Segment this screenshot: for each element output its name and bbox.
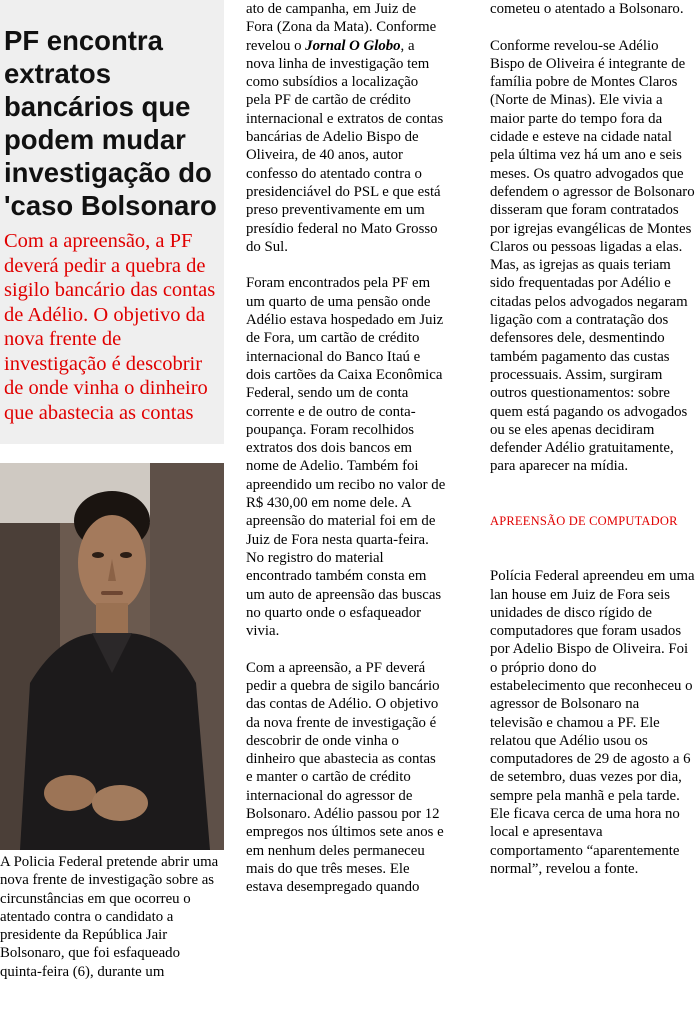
source-name: Jornal O Globo [305, 37, 401, 54]
left-column [0, 0, 224, 444]
article-body-col1: A Policia Federal pretende abrir uma nova frente de investigação sobre as circunstâncias em que ocorreu o atentado contra o candidato a presidente da República Jair Bolsonaro, que foi esfaqueado quinta-feira (6), durante um [0, 854, 219, 980]
paragraph-bank-secrecy: Com a apreensão, a PF deverá pedir a quebra de sigilo bancário das contas de Adélio. O objetivo da nova frente de investigação é descobrir de onde vinha o dinheiro que abastecia as contas e manter o cartão de crédito internacional do agressor de Bolsonaro. Adélio passou por 12 empregos nos últimos sete anos e em nenhum deles permaneceu mais do que três meses. Ele estava desempregado quando [246, 659, 444, 896]
paragraph-attack-continuation: cometeu o atentado a Bolsonaro. [490, 1, 684, 17]
text-fragment: , a nova linha de investigação tem como subsídios a localização pela PF de cartão de crédito internacional e extratos de contas bancárias de Adelio Bispo de Oliveira, de 40 anos, autor confesso do atentado contra o presidenciável do PSL e que está preso preventivamente em um presídio federal no Mato Grosso do Sul. [246, 37, 444, 255]
paragraph-family-lawyers: Conforme revelou-se Adélio Bispo de Oliveira é integrante de família pobre de Montes Claros (Norte de Minas). Ele vivia a maior parte do tempo fora da cidade e esteve na cidade natal pela última vez há um ano e seis meses. Os quatro advogados que defendem o agressor de Bolsonaro disseram que foram contratados por igrejas evangélicas de Montes Claros ou pessoas ligadas a elas. Mas, as igrejas as quais teriam sido frequentadas por Adélio e citadas pelos advogados negaram ligação com a contratação dos defensores dele, desmentindo também pagamento das custas processuais. Assim, surgiram outros questionamentos: sobre quem está pagando os advogados ou se eles apenas decidiram defender Adélio gratuitamente, para aparecer na mídia. [490, 37, 695, 475]
text-fragment: ato de campanha, em Juiz de Fora (Zona da Mata). Conforme revelou o [246, 1, 437, 54]
article-lead: Com a apreensão, a PF deverá pedir a quebra de sigilo bancário das contas de Adélio. O objetivo da nova frente de investigação é descobrir de onde vinha o dinheiro que abastecia as contas [4, 230, 216, 424]
paragraph-registry: No registro do material encontrado também consta em um auto de apreensão das buscas no quarto onde o esfaqueador vivia. [246, 549, 442, 640]
paragraph-campaign [246, 0, 446, 256]
left-column-body [0, 853, 224, 981]
middle-column [246, 0, 446, 897]
paragraph-computer-seizure: Polícia Federal apreendeu em uma lan house em Juiz de Fora seis unidades de disco rígido de computadores que foram usados por Adelio Bispo de Oliveira. Foi o próprio dono do estabelecimento que reconheceu o agressor de Bolsonaro na televisão e chamou a PF. Ele relatou que Adélio usou os computadores de 29 de agosto a 6 de setembro, duas vezes por dia, sempre pela manhã e pela tarde. Ele ficava cerca de uma hora no local e apresentava comportamento “aparentemente normal”, revelou a fonte. [490, 568, 695, 877]
article-headline: PF encontra extratos bancários que podem mudar investigação do 'caso Bolsonaro [4, 25, 217, 221]
suspect-photo [0, 463, 224, 850]
section-title: APREENSÃO DE COMPUTADOR [490, 514, 678, 529]
headline-box [0, 0, 224, 444]
right-column [490, 0, 695, 878]
paragraph-found-cards: Foram encontrados pela PF em um quarto de uma pensão onde Adélio estava hospedado em Juiz de Fora, um cartão de crédito internacional do Banco Itaú e dois cartões da Caixa Econômica Federal, sendo um de conta corrente e de outro de conta-poupança. Foram recolhidos extratos dos dois bancos em nome de Adelio. Também foi apreendido um recibo no valor de R$ 430,00 em nome dele. A apreensão do material foi em de Juiz de Fora nesta quarta-feira. [246, 275, 446, 548]
